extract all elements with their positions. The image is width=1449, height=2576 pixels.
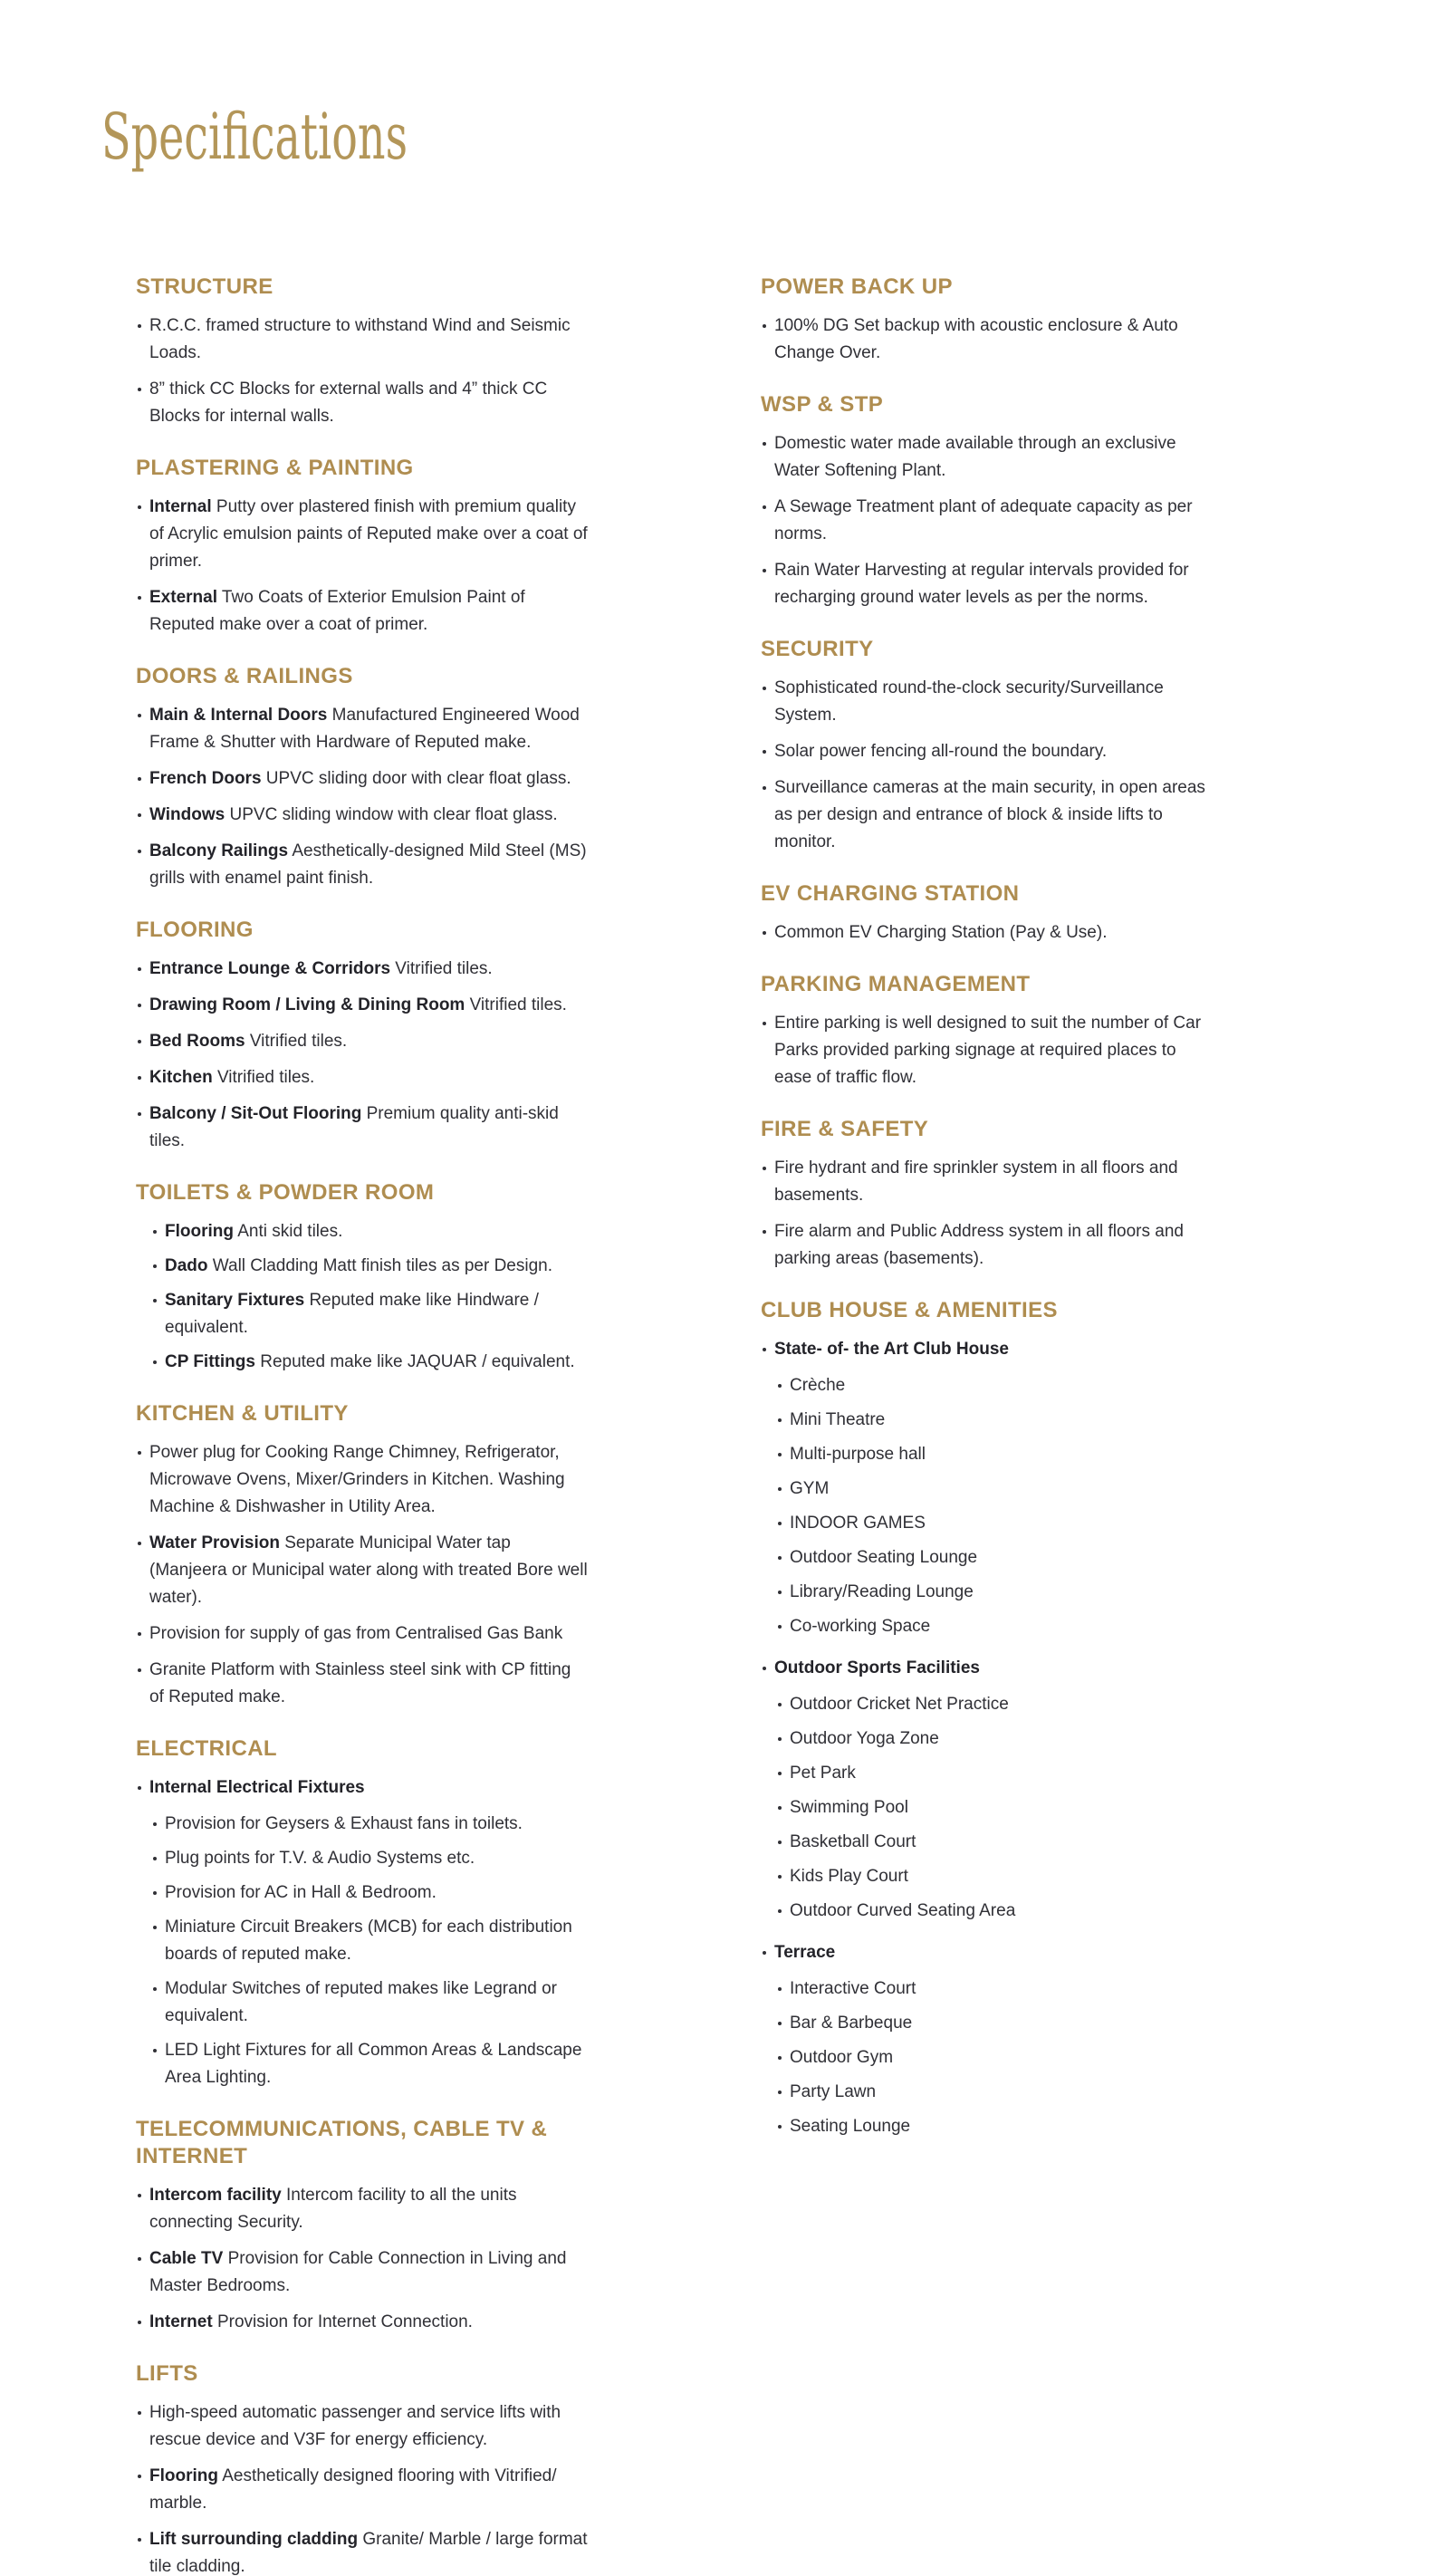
spec-section xyxy=(136,274,589,430)
spec-item-text: Outdoor Curved Seating Area xyxy=(790,1901,1016,1920)
spec-section xyxy=(136,917,589,1155)
section-heading: EV CHARGING STATION xyxy=(761,881,1020,906)
spec-item xyxy=(761,1336,1214,1363)
section-heading: WSP & STP xyxy=(761,392,884,417)
spec-item xyxy=(761,1218,1214,1273)
spec-item xyxy=(136,584,589,639)
spec-item xyxy=(761,675,1214,729)
section-heading: FIRE & SAFETY xyxy=(761,1117,929,1141)
spec-item xyxy=(151,1811,589,1838)
spec-item-text: INDOOR GAMES xyxy=(790,1514,926,1533)
spec-section xyxy=(761,636,1214,856)
spec-item-lead: Cable TV xyxy=(149,2249,224,2268)
spec-item xyxy=(761,494,1214,548)
spec-item-text: Vitrified tiles. xyxy=(245,1032,348,1051)
spec-item xyxy=(136,2245,589,2300)
spec-item-text: Domestic water made available through an exclusive Water Softening Plant. xyxy=(774,434,1176,480)
spec-item xyxy=(151,1975,589,2030)
spec-item-lead: Terrace xyxy=(774,1943,836,1962)
spec-item-lead: Dado xyxy=(165,1256,208,1275)
spec-item xyxy=(136,992,589,1019)
spec-item xyxy=(151,1349,589,1376)
spec-item-text: Outdoor Seating Lounge xyxy=(790,1548,978,1567)
spec-item xyxy=(761,1655,1214,1682)
spec-item xyxy=(761,919,1214,947)
spec-item-text: Provision for AC in Hall & Bedroom. xyxy=(165,1883,437,1902)
spec-item xyxy=(136,2399,589,2454)
spec-section xyxy=(136,455,589,639)
spec-section xyxy=(136,2360,589,2576)
spec-item xyxy=(761,312,1214,367)
spec-item-text: Provision for Geysers & Exhaust fans in toilets. xyxy=(165,1814,523,1833)
spec-item-text: Granite Platform with Stainless steel sink with CP fitting of Reputed make. xyxy=(149,1660,571,1706)
spec-item-lead: Balcony / Sit-Out Flooring xyxy=(149,1104,362,1123)
spec-item-lead: Internal xyxy=(149,497,212,516)
spec-item xyxy=(151,1914,589,1968)
section-heading: PARKING MANAGEMENT xyxy=(761,972,1031,996)
spec-item-text: Anti skid tiles. xyxy=(233,1222,343,1241)
section-heading: DOORS & RAILINGS xyxy=(136,664,353,688)
spec-section xyxy=(761,880,1214,947)
spec-item-text: Bar & Barbeque xyxy=(790,2014,913,2033)
spec-item-lead: Main & Internal Doors xyxy=(149,706,328,725)
spec-section xyxy=(761,971,1214,1091)
spec-item xyxy=(136,765,589,793)
section-heading: PLASTERING & PAINTING xyxy=(136,456,414,480)
spec-item-text: Aesthetically designed flooring with Vitrified/ marble. xyxy=(149,2466,557,2513)
section-heading: LIFTS xyxy=(136,2361,198,2386)
spec-item-lead: Kitchen xyxy=(149,1068,213,1087)
spec-item-text: Rain Water Harvesting at regular intervals provided for recharging ground water levels as per the norms. xyxy=(774,561,1189,607)
spec-item xyxy=(136,1620,589,1648)
spec-item-lead: Internal Electrical Fixtures xyxy=(149,1778,365,1797)
spec-item xyxy=(136,956,589,983)
spec-item-lead: Flooring xyxy=(149,2466,218,2485)
spec-item-text: Granite/ Marble / large format tile cladding. xyxy=(149,2530,588,2576)
spec-item-text: Crèche xyxy=(790,1376,846,1395)
spec-section xyxy=(761,1297,1214,2140)
spec-item-text: LED Light Fixtures for all Common Areas & Landscape Area Lighting. xyxy=(165,2041,582,2087)
spec-item xyxy=(136,2309,589,2336)
spec-item xyxy=(136,702,589,756)
spec-item xyxy=(136,2526,589,2576)
spec-item xyxy=(136,838,589,892)
spec-item-text: Vitrified tiles. xyxy=(465,995,567,1014)
spec-item-lead: Sanitary Fixtures xyxy=(165,1291,305,1310)
spec-item-text: Provision for Internet Connection. xyxy=(212,2312,473,2331)
spec-section xyxy=(136,1735,589,2091)
spec-item-text: Plug points for T.V. & Audio Systems etc. xyxy=(165,1849,475,1868)
section-heading: TELECOMMUNICATIONS, CABLE TV & INTERNET xyxy=(136,2117,548,2168)
left-column xyxy=(136,274,589,2576)
spec-item xyxy=(776,1544,1214,1572)
spec-item xyxy=(776,1975,1214,2003)
spec-item-text: Library/Reading Lounge xyxy=(790,1582,974,1601)
spec-item-text: Separate Municipal Water tap (Manjeera or Municipal water along with treated Bore well water). xyxy=(149,1533,588,1607)
spec-item-text: Co-working Space xyxy=(790,1617,931,1636)
spec-item-text: Manufactured Engineered Wood Frame & Shutter with Hardware of Reputed make. xyxy=(149,706,580,752)
spec-section xyxy=(136,663,589,892)
spec-item xyxy=(761,1010,1214,1091)
spec-item xyxy=(776,2079,1214,2106)
spec-item xyxy=(776,1579,1214,1606)
spec-item-lead: Internet xyxy=(149,2312,213,2331)
spec-item-lead: State- of- the Art Club House xyxy=(774,1340,1009,1359)
section-heading: STRUCTURE xyxy=(136,274,273,299)
spec-item xyxy=(136,376,589,430)
spec-item-lead: Windows xyxy=(149,805,226,824)
spec-item xyxy=(136,494,589,575)
spec-item xyxy=(761,738,1214,765)
spec-item-text: Modular Switches of reputed makes like Legrand or equivalent. xyxy=(165,1979,558,2025)
section-heading: SECURITY xyxy=(761,637,874,661)
spec-item-text: 100% DG Set backup with acoustic enclosure & Auto Change Over. xyxy=(774,316,1178,362)
spec-section xyxy=(761,1116,1214,1273)
spec-item xyxy=(776,1898,1214,1925)
spec-item-text: Provision for Cable Connection in Living and Master Bedrooms. xyxy=(149,2249,567,2295)
spec-item xyxy=(151,1845,589,1872)
section-heading: TOILETS & POWDER ROOM xyxy=(136,1180,435,1205)
spec-item-text: GYM xyxy=(790,1479,830,1498)
spec-item xyxy=(136,312,589,367)
spec-item xyxy=(776,1475,1214,1503)
spec-item xyxy=(776,2010,1214,2037)
spec-item xyxy=(776,1613,1214,1640)
spec-item-text: 8” thick CC Blocks for external walls and 4” thick CC Blocks for internal walls. xyxy=(149,380,548,426)
spec-item-text: Outdoor Gym xyxy=(790,2048,894,2067)
spec-item-text: Power plug for Cooking Range Chimney, Refrigerator, Microwave Ovens, Mixer/Grinders in Kitchen. Washing Machine & Dishwasher in Utility Area. xyxy=(149,1443,565,1516)
spec-item xyxy=(151,1879,589,1907)
spec-item-text: High-speed automatic passenger and service lifts with rescue device and V3F for energy efficiency. xyxy=(149,2403,561,2449)
section-heading: CLUB HOUSE & AMENITIES xyxy=(761,1298,1058,1322)
spec-item-text: Reputed make like JAQUAR / equivalent. xyxy=(254,1352,575,1371)
spec-section xyxy=(761,274,1214,367)
spec-item-text: UPVC sliding door with clear float glass. xyxy=(261,769,571,788)
spec-section xyxy=(136,1179,589,1376)
right-column xyxy=(761,274,1214,2148)
spec-item-text: Mini Theatre xyxy=(790,1410,886,1429)
spec-item xyxy=(136,2463,589,2517)
spec-item-text: Pet Park xyxy=(790,1764,856,1783)
spec-item xyxy=(136,1657,589,1711)
spec-item-text: Common EV Charging Station (Pay & Use). xyxy=(774,923,1108,942)
spec-item-text: Two Coats of Exterior Emulsion Paint of Reputed make over a coat of primer. xyxy=(149,588,525,634)
spec-item xyxy=(776,2113,1214,2140)
spec-item xyxy=(136,802,589,829)
section-heading: KITCHEN & UTILITY xyxy=(136,1401,349,1426)
spec-item-lead: Water Provision xyxy=(149,1533,280,1552)
spec-item-text: Fire hydrant and fire sprinkler system in all floors and basements. xyxy=(774,1158,1178,1205)
spec-item xyxy=(776,1725,1214,1753)
spec-item-text: Kids Play Court xyxy=(790,1867,908,1886)
spec-item-text: R.C.C. framed structure to withstand Wind and Seismic Loads. xyxy=(149,316,571,362)
spec-item-text: Vitrified tiles. xyxy=(212,1068,315,1087)
spec-item-text: Seating Lounge xyxy=(790,2117,911,2136)
spec-item xyxy=(151,2037,589,2091)
spec-item-text: Multi-purpose hall xyxy=(790,1445,926,1464)
section-heading: ELECTRICAL xyxy=(136,1736,277,1761)
spec-item-text: Entire parking is well designed to suit the number of Car Parks provided parking signage at required places to ease of traffic flow. xyxy=(774,1014,1202,1087)
spec-item-lead: Drawing Room / Living & Dining Room xyxy=(149,995,465,1014)
spec-item-lead: Entrance Lounge & Corridors xyxy=(149,959,391,978)
spec-item xyxy=(151,1287,589,1341)
spec-item-lead: External xyxy=(149,588,217,607)
spec-item xyxy=(136,1064,589,1091)
page-title: Specifications xyxy=(101,100,408,174)
spec-item-lead: Bed Rooms xyxy=(149,1032,245,1051)
spec-item-text: Solar power fencing all-round the boundary. xyxy=(774,742,1108,761)
spec-item xyxy=(776,1407,1214,1434)
spec-item xyxy=(136,1028,589,1055)
spec-item-text: Surveillance cameras at the main security, in open areas as per design and entrance of block & inside lifts to monitor. xyxy=(774,778,1205,851)
spec-item-lead: Intercom facility xyxy=(149,2186,282,2205)
spec-item-text: Interactive Court xyxy=(790,1979,916,1998)
spec-item-lead: French Doors xyxy=(149,769,262,788)
spec-item-text: Basketball Court xyxy=(790,1832,916,1851)
spec-item xyxy=(136,1530,589,1611)
spec-item-text: Vitrified tiles. xyxy=(390,959,493,978)
spec-item xyxy=(776,2044,1214,2071)
spec-item-lead: Outdoor Sports Facilities xyxy=(774,1658,980,1677)
spec-item-text: A Sewage Treatment plant of adequate capacity as per norms. xyxy=(774,497,1193,543)
spec-item xyxy=(761,1155,1214,1209)
spec-item xyxy=(136,1101,589,1155)
spec-item-text: Premium quality anti-skid tiles. xyxy=(149,1104,559,1150)
spec-item xyxy=(776,1372,1214,1399)
spec-item-text: UPVC sliding window with clear float glass. xyxy=(225,805,558,824)
spec-item xyxy=(776,1794,1214,1821)
spec-item-lead: Balcony Railings xyxy=(149,841,289,860)
spec-item-text: Outdoor Cricket Net Practice xyxy=(790,1695,1009,1714)
spec-item-lead: Lift surrounding cladding xyxy=(149,2530,359,2549)
spec-item-text: Miniature Circuit Breakers (MCB) for each distribution boards of reputed make. xyxy=(165,1918,572,1964)
spec-item xyxy=(151,1218,589,1245)
spec-item-text: Reputed make like Hindware / equivalent. xyxy=(165,1291,539,1337)
spec-item-text: Sophisticated round-the-clock security/Surveillance System. xyxy=(774,678,1164,725)
spec-item xyxy=(776,1510,1214,1537)
spec-item xyxy=(776,1441,1214,1468)
spec-item xyxy=(761,430,1214,485)
section-heading: POWER BACK UP xyxy=(761,274,953,299)
spec-section xyxy=(136,2116,589,2336)
spec-item-text: Aesthetically-designed Mild Steel (MS) grills with enamel paint finish. xyxy=(149,841,587,888)
spec-item-text: Outdoor Yoga Zone xyxy=(790,1729,939,1748)
spec-item xyxy=(776,1760,1214,1787)
spec-item xyxy=(151,1253,589,1280)
spec-item-text: Intercom facility to all the units connecting Security. xyxy=(149,2186,517,2232)
spec-item-lead: CP Fittings xyxy=(165,1352,255,1371)
spec-item xyxy=(776,1863,1214,1890)
spec-item-lead: Flooring xyxy=(165,1222,234,1241)
spec-item xyxy=(136,1439,589,1521)
section-heading: FLOORING xyxy=(136,918,254,942)
spec-section xyxy=(761,391,1214,611)
spec-item xyxy=(761,1939,1214,1966)
spec-item-text: Swimming Pool xyxy=(790,1798,908,1817)
spec-item xyxy=(776,1829,1214,1856)
spec-item-text: Putty over plastered finish with premium quality of Acrylic emulsion paints of Reputed make over a coat of primer. xyxy=(149,497,588,571)
spec-item-text: Wall Cladding Matt finish tiles as per Design. xyxy=(207,1256,553,1275)
spec-item-text: Provision for supply of gas from Centralised Gas Bank xyxy=(149,1624,563,1643)
spec-item-text: Fire alarm and Public Address system in all floors and parking areas (basements). xyxy=(774,1222,1184,1268)
spec-item xyxy=(136,2182,589,2236)
spec-section xyxy=(136,1400,589,1711)
spec-item-text: Party Lawn xyxy=(790,2082,877,2101)
spec-item xyxy=(136,1774,589,1802)
spec-item xyxy=(761,774,1214,856)
spec-item xyxy=(761,557,1214,611)
spec-item xyxy=(776,1691,1214,1718)
